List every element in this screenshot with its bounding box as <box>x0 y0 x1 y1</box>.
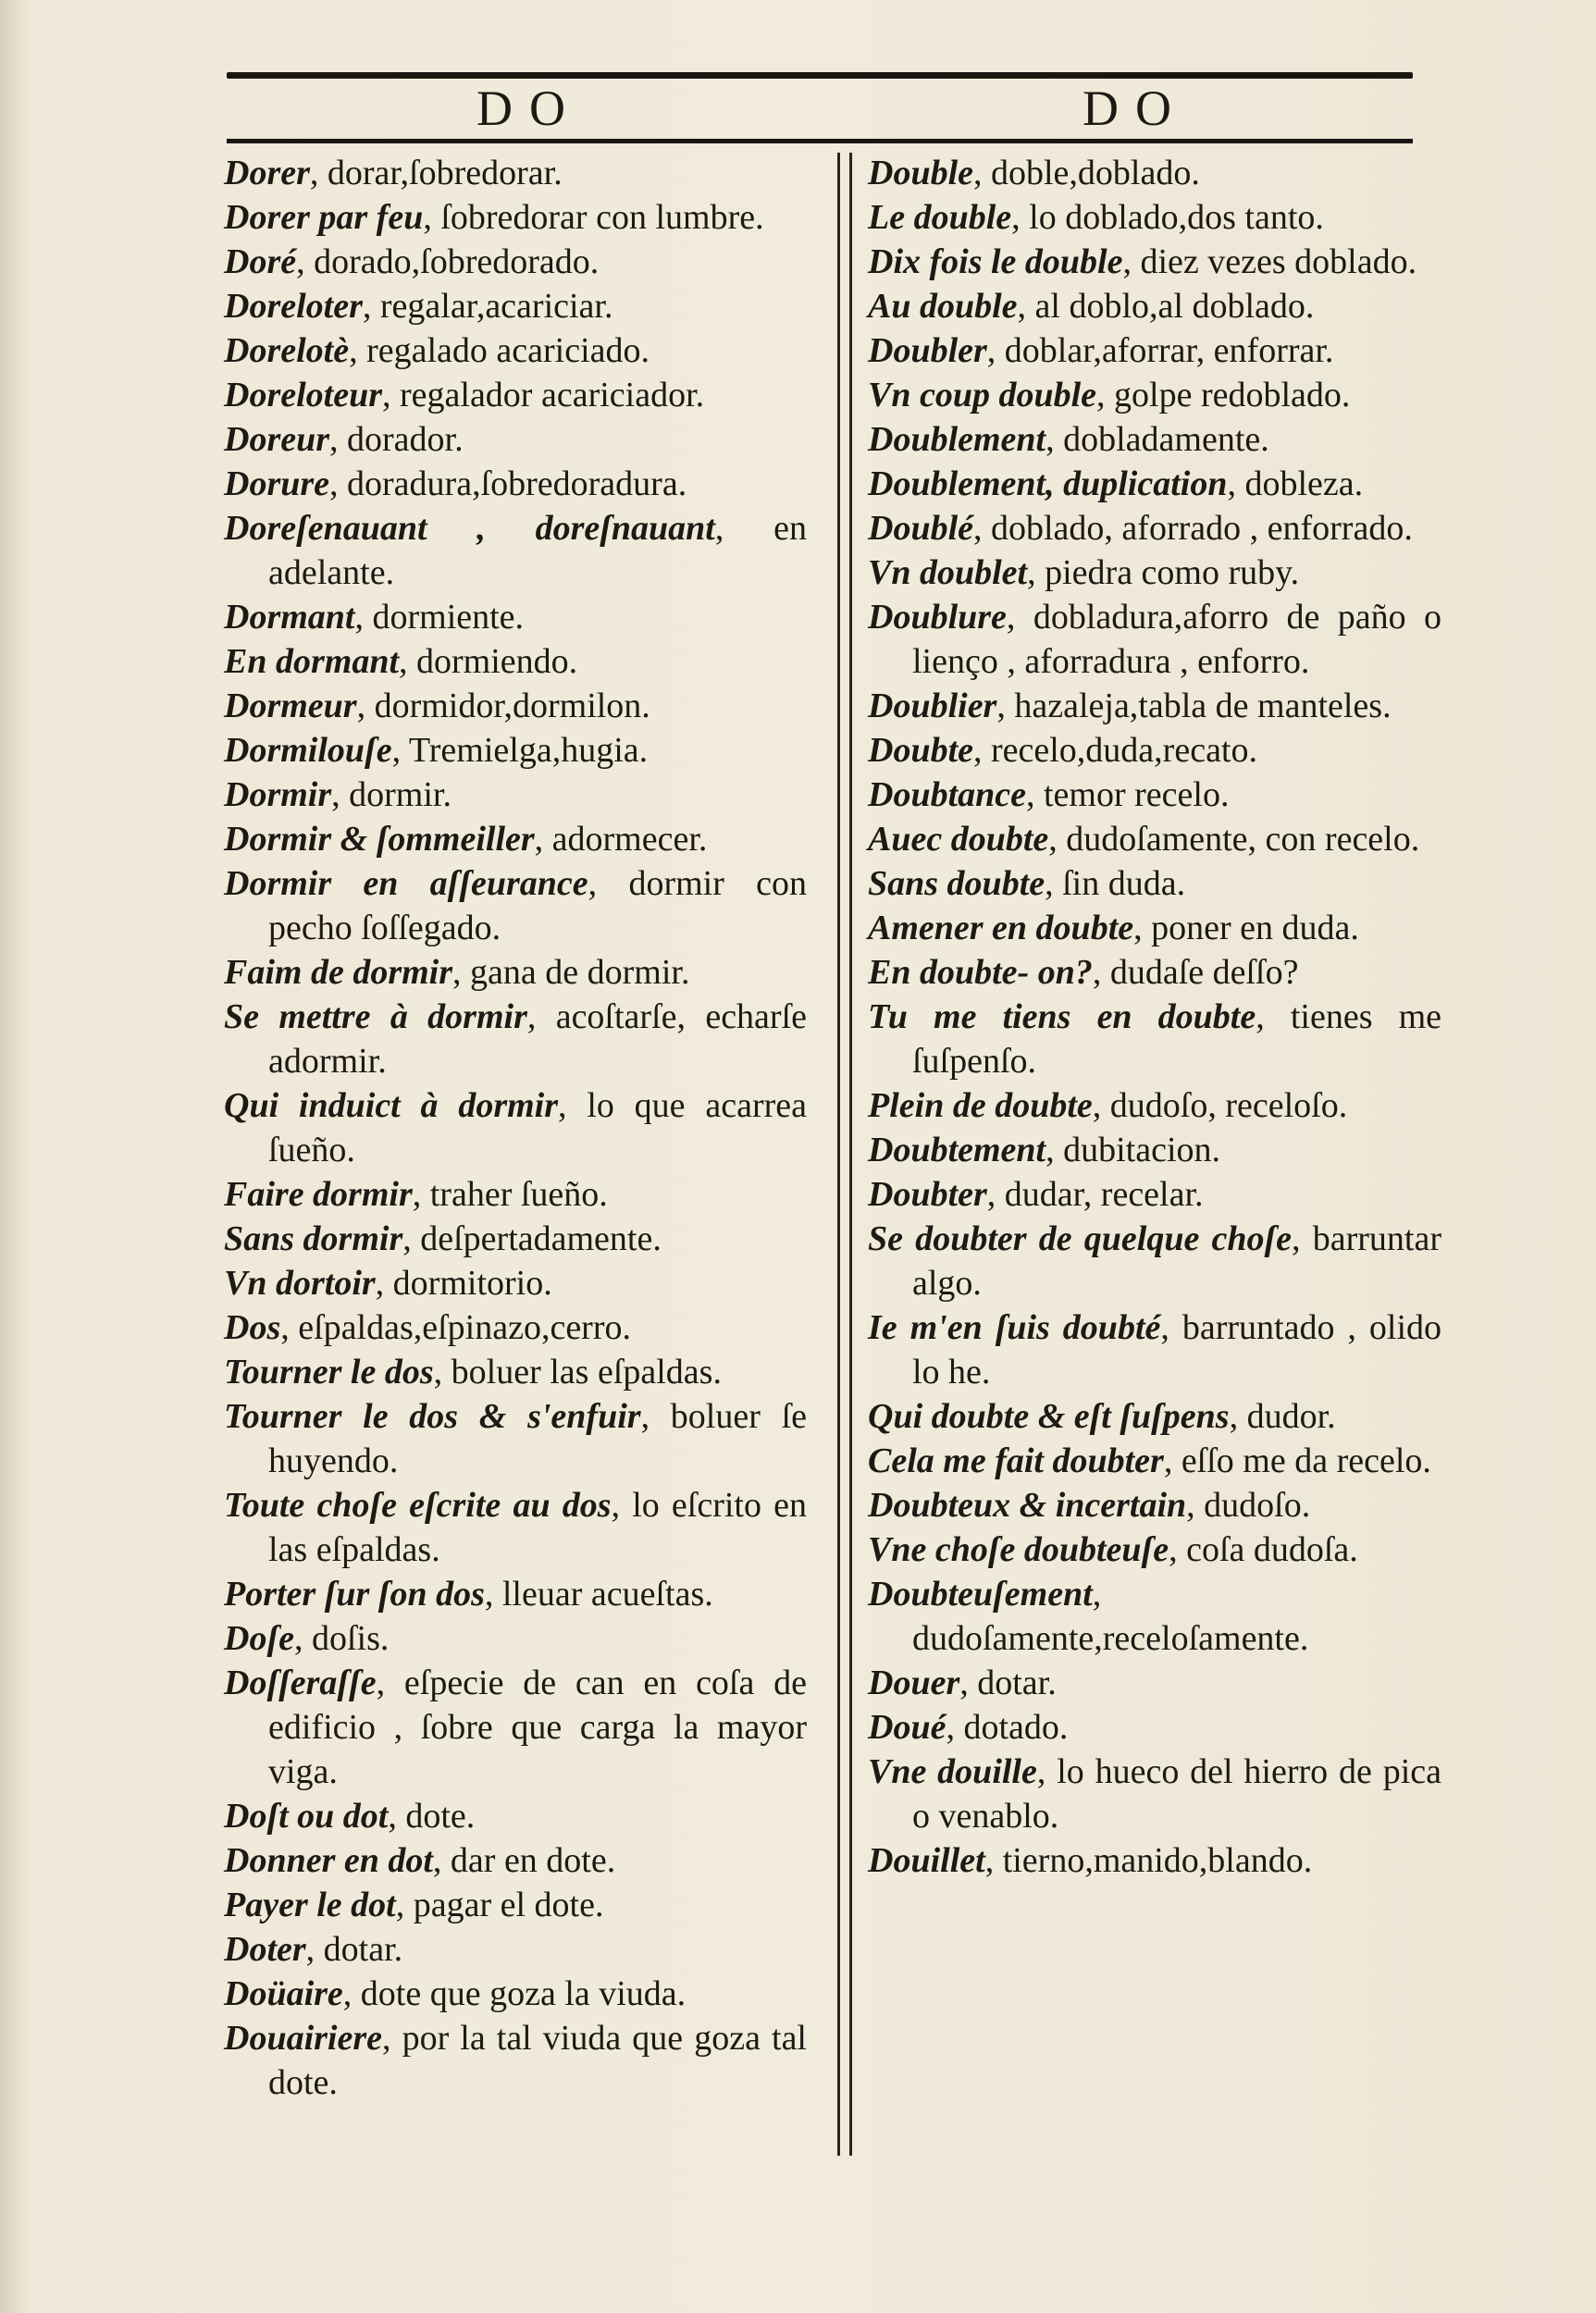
entry-headword: Porter ſur ſon dos <box>224 1575 485 1614</box>
entry-headword: Doſt ou dot <box>224 1797 389 1836</box>
entry-headword: Faim de dormir <box>224 953 453 992</box>
entry-definition: dubitacion. <box>1063 1131 1221 1169</box>
entry-definition: dormitorio. <box>392 1264 552 1303</box>
entry-headword: Doublement <box>868 420 1046 459</box>
dictionary-entry: Doublier, hazaleja,tabla de manteles. <box>868 686 1392 725</box>
entry-headword: Doré <box>224 242 297 281</box>
dictionary-entry: Dorure, doradura,ſobredoradura. <box>224 464 687 503</box>
entry-headword: Doüaire <box>224 1974 343 2013</box>
dictionary-entry: Qui induict à dormir, lo que acarrea ſueño. <box>224 1086 807 1169</box>
dictionary-entry: Plein de doubte, dudoſo, receloſo. <box>868 1086 1348 1125</box>
dictionary-entry: Doublement, duplication, dobleza. <box>868 464 1364 503</box>
dictionary-entry: Doué, dotado. <box>868 1708 1069 1747</box>
entry-definition: boluer ſe huyendo. <box>268 1397 807 1480</box>
entry-headword: Douairiere <box>224 2019 382 2058</box>
dictionary-entry: Dormant, dormiente. <box>224 598 525 637</box>
entry-headword: Vne douille <box>868 1752 1037 1791</box>
entry-definition: dudar, recelar. <box>1004 1175 1204 1214</box>
dictionary-entry: Tu me tiens en doubte, tienes me ſuſpenſo. <box>868 997 1442 1081</box>
entry-definition: por la tal viuda que goza tal dote. <box>268 2019 807 2102</box>
entry-headword: Doublier <box>868 686 997 725</box>
entry-definition: eſpaldas,eſpinazo,cerro. <box>298 1308 631 1347</box>
entry-headword: Doué <box>868 1708 946 1747</box>
entry-headword: Tourner le dos & s'enfuir <box>224 1397 641 1436</box>
entry-definition: golpe redoblado. <box>1114 376 1351 414</box>
entry-headword: Se mettre à dormir <box>224 997 527 1036</box>
dictionary-entry: Faim de dormir, gana de dormir. <box>224 953 690 992</box>
dictionary-entry: En dormant, dormiendo. <box>224 642 578 681</box>
dictionary-entry: Doreloteur, regalador acariciador. <box>224 376 705 414</box>
dictionary-entry: Doubtement, dubitacion. <box>868 1131 1221 1169</box>
entry-headword: Cela me fait doubter <box>868 1441 1164 1480</box>
entry-definition: dotar. <box>977 1664 1057 1702</box>
dictionary-entry: Porter ſur ſon dos, lleuar acueſtas. <box>224 1575 713 1614</box>
entry-headword: Double <box>868 154 973 192</box>
entry-definition: lo eſcrito en las eſpaldas. <box>268 1486 808 1569</box>
entry-headword: Doublé <box>868 509 973 548</box>
entry-definition: tierno,manido,blando. <box>1002 1841 1313 1880</box>
dictionary-entry: Doubter, dudar, recelar. <box>868 1175 1204 1214</box>
entry-definition: hazaleja,tabla de manteles. <box>1014 686 1392 725</box>
dictionary-entry: Doublement, dobladamente. <box>868 420 1269 459</box>
entry-definition: dormiente. <box>372 598 525 637</box>
entry-definition: pagar el dote. <box>413 1886 604 1924</box>
entry-headword: Doublement, duplication <box>868 464 1228 503</box>
dictionary-entry: Qui doubte & eſt ſuſpens, dudor. <box>868 1397 1336 1436</box>
entry-headword: Dormant <box>224 598 355 637</box>
header-bottom-rule <box>227 139 1413 143</box>
entry-headword: Doreloteur <box>224 376 382 414</box>
dictionary-entry: Dormir & ſommeiller, adormecer. <box>224 820 708 859</box>
entry-headword: Dorer par feu <box>224 198 424 237</box>
entry-headword: Doubteuſement <box>868 1575 1093 1614</box>
dictionary-entry: Au double, al doblo,al doblado. <box>868 287 1315 326</box>
entry-definition: dudoſamente,receloſamente. <box>912 1619 1309 1658</box>
dictionary-entry: Vn dortoir, dormitorio. <box>224 1264 552 1303</box>
dictionary-entry: Double, doble,doblado. <box>868 154 1200 192</box>
left-column <box>224 151 807 2105</box>
entry-headword: Vn dortoir <box>224 1264 376 1303</box>
dictionary-entry: Cela me fait doubter, eſſo me da recelo. <box>868 1441 1431 1480</box>
entry-headword: Doreſenauant , doreſnauant <box>224 509 715 548</box>
right-column <box>868 151 1441 1883</box>
dictionary-entry: Vn coup double, golpe redoblado. <box>868 376 1351 414</box>
entry-definition: dormiendo. <box>416 642 578 681</box>
entry-headword: En dormant <box>224 642 400 681</box>
dictionary-entry: Le double, lo doblado,dos tanto. <box>868 198 1324 237</box>
entry-definition: lleuar acueſtas. <box>501 1575 713 1614</box>
entry-definition: barruntar algo. <box>912 1219 1441 1303</box>
entry-headword: Doreloter <box>224 287 363 326</box>
entry-headword: Doubtance <box>868 775 1026 814</box>
entry-definition: dote. <box>405 1797 476 1836</box>
running-head-left: DO <box>476 80 582 136</box>
dictionary-entry: Vn doublet, piedra como ruby. <box>868 553 1300 592</box>
entry-headword: Vn doublet <box>868 553 1028 592</box>
entry-headword: Doter <box>224 1930 306 1969</box>
entry-definition: acoſtarſe, echarſe adormir. <box>268 997 807 1081</box>
dictionary-entry: Payer le dot, pagar el dote. <box>224 1886 604 1924</box>
entry-headword: Faire dormir <box>224 1175 413 1214</box>
entry-headword: Dormir & ſommeiller <box>224 820 535 859</box>
entry-headword: Sans doubte <box>868 864 1045 903</box>
entry-definition: dobleza. <box>1244 464 1364 503</box>
entry-definition: doblado, aforrado , enforrado. <box>991 509 1413 548</box>
dictionary-entry: Dorer par feu, ſobredorar con lumbre. <box>224 198 764 237</box>
entry-headword: Doubte <box>868 731 973 770</box>
entry-definition: diez vezes doblado. <box>1140 242 1417 281</box>
dictionary-entry: Sans doubte, ſin duda. <box>868 864 1186 903</box>
dictionary-entry: Doublure, dobladura,aforro de paño o lienço , aforradura , enforro. <box>868 598 1441 681</box>
entry-definition: dorador. <box>347 420 464 459</box>
dictionary-entry: Donner en dot, dar en dote. <box>224 1841 616 1880</box>
entry-definition: piedra como ruby. <box>1045 553 1300 592</box>
dictionary-entry: Doublé, doblado, aforrado , enforrado. <box>868 509 1413 548</box>
entry-definition: dorar,ſobredorar. <box>327 154 563 192</box>
dictionary-entry: Faire dormir, traher ſueño. <box>224 1175 608 1214</box>
entry-definition: dormir. <box>349 775 452 814</box>
entry-headword: Doſe <box>224 1619 294 1658</box>
dictionary-entry: Amener en doubte, poner en duda. <box>868 909 1359 947</box>
entry-headword: Au double <box>868 287 1018 326</box>
dictionary-entry: Vne choſe doubteuſe, coſa dudoſa. <box>868 1530 1358 1569</box>
entry-definition: adormecer. <box>551 820 708 859</box>
entry-definition: dudaſe deſſo? <box>1109 953 1299 992</box>
entry-headword: Dormeur <box>224 686 357 725</box>
dictionary-entry: Doubte, recelo,duda,recato. <box>868 731 1257 770</box>
dictionary-entry: Doubtance, temor recelo. <box>868 775 1230 814</box>
dictionary-entry: Dix fois le double, diez vezes doblado. <box>868 242 1417 281</box>
dictionary-entry: En doubte- on?, dudaſe deſſo? <box>868 953 1299 992</box>
dictionary-entry: Dormir en aſſeurance, dormir con pecho ſoſſegado. <box>224 864 808 947</box>
dictionary-entry: Doter, dotar. <box>224 1930 403 1969</box>
entry-definition: deſpertadamente. <box>420 1219 662 1258</box>
entry-headword: Dormir <box>224 775 332 814</box>
dictionary-entry: Doſſeraſſe, eſpecie de can en coſa de edificio , ſobre que carga la mayor viga. <box>224 1664 808 1791</box>
entry-definition: en adelante. <box>268 509 808 592</box>
entry-headword: Amener en doubte <box>868 909 1134 947</box>
entry-definition: regalador acariciador. <box>400 376 705 414</box>
entry-headword: Doreur <box>224 420 330 459</box>
dictionary-entry: Douillet, tierno,manido,blando. <box>868 1841 1313 1880</box>
entry-headword: Le double <box>868 198 1012 237</box>
dictionary-entry: Dorer, dorar,ſobredorar. <box>224 154 563 192</box>
entry-definition: doſis. <box>311 1619 390 1658</box>
entry-definition: dudoſo, receloſo. <box>1109 1086 1348 1125</box>
dictionary-entry: Douer, dotar. <box>868 1664 1057 1702</box>
entry-headword: Auec doubte <box>868 820 1049 859</box>
entry-definition: coſa dudoſa. <box>1186 1530 1358 1569</box>
entry-headword: Douillet <box>868 1841 985 1880</box>
dictionary-entry: Vne douille, lo hueco del hierro de pica o venablo. <box>868 1752 1441 1836</box>
dictionary-entry: Doubteuſement, dudoſamente,receloſamente. <box>868 1575 1309 1658</box>
entry-headword: Dormilouſe <box>224 731 392 770</box>
entry-headword: Doſſeraſſe <box>224 1664 377 1702</box>
dictionary-entry: Se doubter de quelque choſe, barruntar algo. <box>868 1219 1441 1303</box>
entry-headword: Toute choſe eſcrite au dos <box>224 1486 612 1525</box>
entry-definition: ſobredorar con lumbre. <box>440 198 764 237</box>
entry-definition: dotar. <box>323 1930 403 1969</box>
entry-definition: eſpecie de can en coſa de edificio , ſobre que carga la mayor viga. <box>268 1664 808 1791</box>
entry-headword: Tu me tiens en doubte <box>868 997 1256 1036</box>
entry-headword: Vne choſe doubteuſe <box>868 1530 1169 1569</box>
entry-definition: dobladura,aforro de paño o lienço , aforradura , enforro. <box>912 598 1441 681</box>
dictionary-entry: Auec doubte, dudoſamente, con recelo. <box>868 820 1420 859</box>
entry-headword: Tourner le dos <box>224 1353 434 1392</box>
dictionary-entry: Doré, dorado,ſobredorado. <box>224 242 600 281</box>
dictionary-entry: Douairiere, por la tal viuda que goza tal dote. <box>224 2019 807 2102</box>
entry-definition: eſſo me da recelo. <box>1181 1441 1431 1480</box>
entry-headword: Payer le dot <box>224 1886 396 1924</box>
entry-headword: Sans dormir <box>224 1219 403 1258</box>
entry-definition: lo hueco del hierro de pica o venablo. <box>912 1752 1441 1836</box>
entry-definition: dudoſo. <box>1204 1486 1311 1525</box>
entry-headword: Doubter <box>868 1175 987 1214</box>
running-head-right: DO <box>1083 80 1188 136</box>
dictionary-entry: Doreſenauant , doreſnauant, en adelante. <box>224 509 808 592</box>
entry-definition: al doblo,al doblado. <box>1034 287 1315 326</box>
dictionary-entry: Toute choſe eſcrite au dos, lo eſcrito en las eſpaldas. <box>224 1486 808 1569</box>
entry-headword: Doubler <box>868 331 987 370</box>
entry-definition: dudor. <box>1246 1397 1336 1436</box>
entry-headword: Doubtement <box>868 1131 1046 1169</box>
entry-definition: lo doblado,dos tanto. <box>1029 198 1324 237</box>
entry-definition: doblar,aforrar, enforrar. <box>1004 331 1334 370</box>
dictionary-entry: Doubteux & incertain, dudoſo. <box>868 1486 1311 1525</box>
dictionary-entry: Dormeur, dormidor,dormilon. <box>224 686 650 725</box>
entry-definition: barruntado , olido lo he. <box>912 1308 1441 1392</box>
entry-definition: dormir con pecho ſoſſegado. <box>268 864 808 947</box>
entry-headword: Dos <box>224 1308 281 1347</box>
entry-definition: ſin duda. <box>1062 864 1186 903</box>
dictionary-entry: Doüaire, dote que goza la viuda. <box>224 1974 687 2013</box>
entry-headword: Dorelotè <box>224 331 350 370</box>
entry-headword: Qui induict à dormir <box>224 1086 559 1125</box>
entry-definition: temor recelo. <box>1044 775 1230 814</box>
column-divider-rule <box>837 153 840 2156</box>
entry-headword: Ie m'en ſuis doubté <box>868 1308 1161 1347</box>
entry-headword: Dorer <box>224 154 310 192</box>
dictionary-entry: Dos, eſpaldas,eſpinazo,cerro. <box>224 1308 631 1347</box>
entry-definition: doradura,ſobredoradura. <box>347 464 687 503</box>
entry-definition: dar en dote. <box>450 1841 616 1880</box>
entry-headword: Dorure <box>224 464 330 503</box>
dictionary-entry: Dorelotè, regalado acariciado. <box>224 331 650 370</box>
entry-definition: dorado,ſobredorado. <box>314 242 600 281</box>
entry-headword: En doubte- on? <box>868 953 1093 992</box>
dictionary-entry: Sans dormir, deſpertadamente. <box>224 1219 662 1258</box>
entry-definition: regalado acariciado. <box>366 331 650 370</box>
dictionary-entry: Doſt ou dot, dote. <box>224 1797 476 1836</box>
entry-definition: boluer las eſpaldas. <box>451 1353 722 1392</box>
entry-definition: traher ſueño. <box>429 1175 608 1214</box>
dictionary-entry: Doreur, dorador. <box>224 420 464 459</box>
entry-headword: Plein de doubte <box>868 1086 1093 1125</box>
entry-headword: Doublure <box>868 598 1007 637</box>
entry-definition: dote que goza la viuda. <box>360 1974 687 2013</box>
entry-definition: tienes me ſuſpenſo. <box>912 997 1442 1081</box>
dictionary-entry: Doſe, doſis. <box>224 1619 390 1658</box>
entry-headword: Qui doubte & eſt ſuſpens <box>868 1397 1230 1436</box>
entry-headword: Doubteux & incertain <box>868 1486 1187 1525</box>
entry-headword: Vn coup double <box>868 376 1097 414</box>
entry-headword: Dormir en aſſeurance <box>224 864 588 903</box>
dictionary-entry: Doreloter, regalar,acariciar. <box>224 287 613 326</box>
entry-definition: dormidor,dormilon. <box>374 686 650 725</box>
entry-headword: Se doubter de quelque choſe <box>868 1219 1293 1258</box>
entry-definition: regalar,acariciar. <box>379 287 613 326</box>
dictionary-entry: Dormir, dormir. <box>224 775 452 814</box>
entry-definition: gana de dormir. <box>470 953 690 992</box>
entry-definition: lo que acarrea ſueño. <box>268 1086 807 1169</box>
dictionary-entry: Ie m'en ſuis doubté, barruntado , olido lo he. <box>868 1308 1441 1392</box>
header-top-rule <box>227 72 1413 79</box>
dictionary-entry: Dormilouſe, Tremielga,hugia. <box>224 731 649 770</box>
entry-definition: poner en duda. <box>1151 909 1359 947</box>
entry-definition: Tremielga,hugia. <box>408 731 649 770</box>
entry-definition: doble,doblado. <box>991 154 1200 192</box>
entry-definition: dudoſamente, con recelo. <box>1066 820 1420 859</box>
entry-definition: dobladamente. <box>1063 420 1269 459</box>
dictionary-entry: Tourner le dos & s'enfuir, boluer ſe huyendo. <box>224 1397 807 1480</box>
entry-definition: recelo,duda,recato. <box>991 731 1257 770</box>
entry-definition: dotado. <box>963 1708 1069 1747</box>
entry-headword: Douer <box>868 1664 960 1702</box>
column-divider-rule <box>849 153 852 2156</box>
entry-headword: Dix fois le double <box>868 242 1123 281</box>
dictionary-entry: Tourner le dos, boluer las eſpaldas. <box>224 1353 722 1392</box>
entry-headword: Donner en dot <box>224 1841 433 1880</box>
dictionary-entry: Se mettre à dormir, acoſtarſe, echarſe adormir. <box>224 997 807 1081</box>
dictionary-entry: Doubler, doblar,aforrar, enforrar. <box>868 331 1334 370</box>
